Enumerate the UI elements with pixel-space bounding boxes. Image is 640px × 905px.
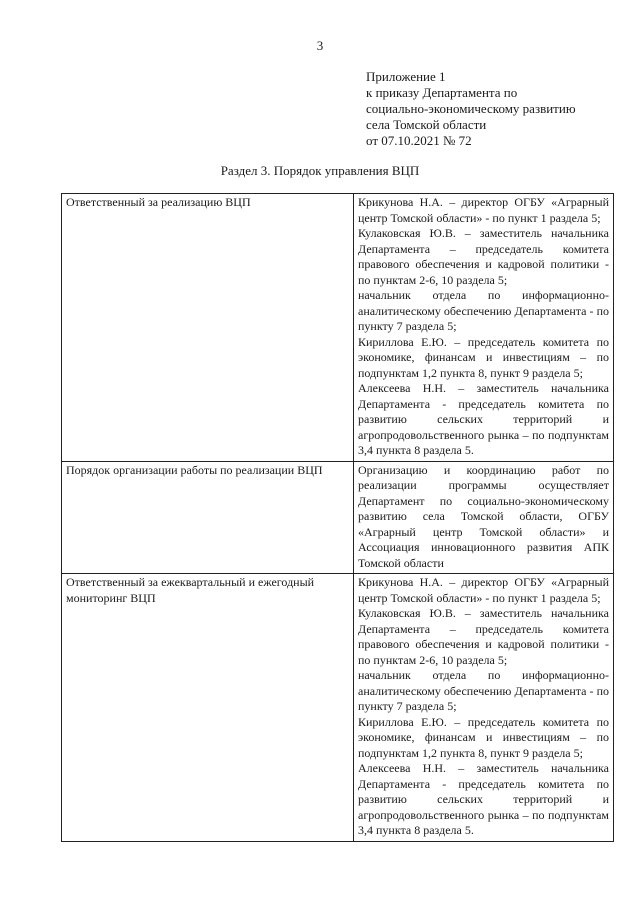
responsible-item: начальник отдела по информационно-аналитическому обеспечению Департамента - по пункту 7 раздела 5; (358, 288, 609, 333)
table-row (62, 194, 614, 462)
row-value (354, 574, 614, 842)
appendix-line: села Томской области (366, 117, 487, 132)
appendix-header (366, 69, 626, 149)
appendix-line: к приказу Департамента по (366, 85, 518, 100)
monitoring-item: Кулаковская Ю.В. – заместитель начальника Департамента – председатель комитета правового обеспечения и кадровой политики - по пунктам 2-6, 10 раздела 5; (358, 606, 609, 667)
row-value (354, 194, 614, 462)
appendix-line: Приложение 1 (366, 69, 446, 84)
appendix-line: от 07.10.2021 № 72 (366, 133, 472, 148)
row-label: Ответственный за ежеквартальный и ежегодный мониторинг ВЦП (62, 574, 354, 842)
management-table (61, 193, 614, 842)
row-label: Ответственный за реализацию ВЦП (62, 194, 354, 462)
monitoring-item: начальник отдела по информационно-аналитическому обеспечению Департамента - по пункту 7 раздела 5; (358, 668, 609, 713)
monitoring-item: Крикунова Н.А. – директор ОГБУ «Аграрный центр Томской области» - по пункт 1 раздела 5; (358, 575, 609, 605)
page-number: 3 (316, 38, 324, 53)
row-label: Порядок организации работы по реализации ВЦП (62, 461, 354, 574)
appendix-line: социально-экономическому развитию (366, 101, 576, 116)
monitoring-item: Алексеева Н.Н. – заместитель начальника Департамента - председатель комитета по развитию сельских территорий и агропродовольственного рынка – по подпунктам 3,4 пункта 8 раздела 5. (358, 761, 609, 837)
table-row (62, 574, 614, 842)
monitoring-item: Кириллова Е.Ю. – председатель комитета по экономике, финансам и инвестициям – по подпунктам 1,2 пункта 8, пункт 9 раздела 5; (358, 714, 609, 760)
organization-item: Организацию и координацию работ по реализации программы осуществляет Департамент по социально-экономическому развитию села Томской области, ОГБУ «Аграрный центр Томской области» и Ассоциация инновационного развития АПК Томской области (358, 462, 609, 570)
responsible-item: Кириллова Е.Ю. – председатель комитета по экономике, финансам и инвестициям – по подпунктам 1,2 пункта 8, пункт 9 раздела 5; (358, 334, 609, 380)
responsible-item: Кулаковская Ю.В. – заместитель начальника Департамента – председатель комитета правового обеспечения и кадровой политики - по пунктам 2-6, 10 раздела 5; (358, 226, 609, 287)
responsible-item: Алексеева Н.Н. – заместитель начальника Департамента - председатель комитета по развитию сельских территорий и агропродовольственного рынка – по подпунктам 3,4 пункта 8 раздела 5. (358, 381, 609, 457)
section-title: Раздел 3. Порядок управления ВЦП (220, 163, 420, 178)
table-row (62, 461, 614, 574)
row-value (354, 461, 614, 574)
responsible-item: Крикунова Н.А. – директор ОГБУ «Аграрный центр Томской области» - по пункт 1 раздела 5; (358, 195, 609, 225)
